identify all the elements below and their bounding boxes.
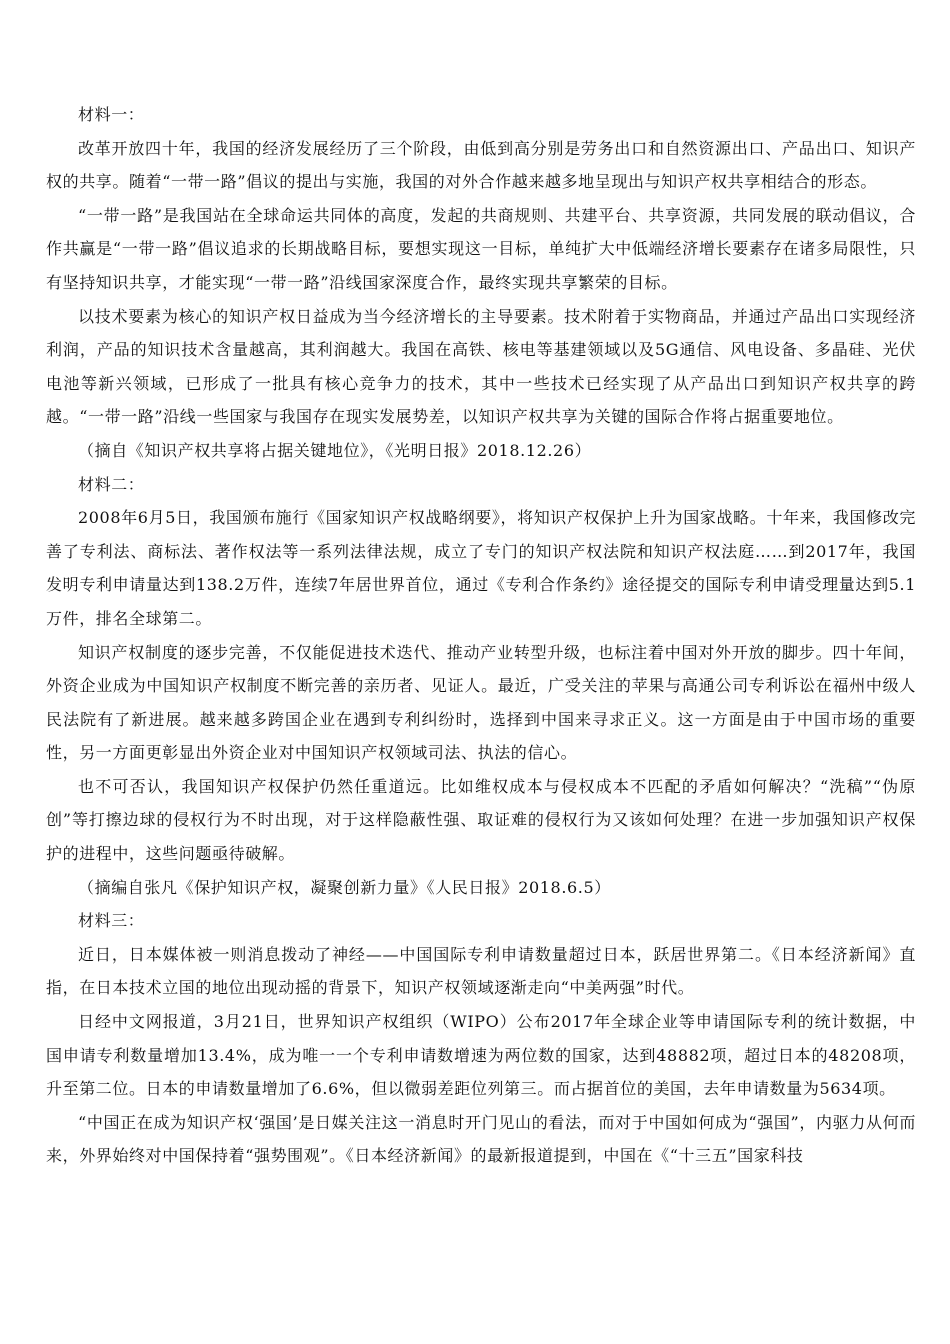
material-one-heading: 材料一： [78, 105, 145, 124]
paragraph: “中国正在成为知识产权‘强国’是日媒关注这一消息时开门见山的看法，而对于中国如何成为“强国”，内驱力从何而来，外界始终对中国保持着“强势围观”。《日本经济新闻》的最新报道提到，中国在《“十三五”国家科技 [46, 1112, 916, 1166]
paragraph: 知识产权制度的逐步完善，不仅能促进技术迭代、推动产业转型升级，也标注着中国对外开放的脚步。四十年间，外资企业成为中国知识产权制度不断完善的亲历者、见证人。最近，广受关注的苹果与高通公司专利诉讼在福州中级人民法院有了新进展。越来越多跨国企业在遇到专利纠纷时，选择到中国来寻求正义。这一方面是由于中国市场的重要性，另一方面更彰显出外资企业对中国知识产权领域司法、执法的信心。 [46, 642, 916, 763]
paragraph: 以技术要素为核心的知识产权日益成为当今经济增长的主导要素。技术附着于实物商品，并通过产品出口实现经济利润，产品的知识技术含量越高，其利润越大。我国在高铁、核电等基建领域以及5G通信、风电设备、多晶硅、光伏电池等新兴领域，已形成了一批具有核心竞争力的技术，其中一些技术已经实现了从产品出口到知识产权共享的跨越。“一带一路”沿线一些国家与我国存在现实发展势差，以知识产权共享为关键的国际合作将占据重要地位。 [46, 306, 916, 427]
paragraph: 改革开放四十年，我国的经济发展经历了三个阶段，由低到高分别是劳务出口和自然资源出口、产品出口、知识产权的共享。随着“一带一路”倡议的提出与实施，我国的对外合作越来越多地呈现出与知识产权共享相结合的形态。 [46, 138, 916, 192]
paragraph: 日经中文网报道，3月21日，世界知识产权组织（WIPO）公布2017年全球企业等申请国际专利的统计数据，中国申请专利数量增加13.4%，成为唯一一个专利申请数增速为两位数的国家，达到48882项，超过日本的48208项，升至第二位。日本的申请数量增加了6.6%，但以微弱差距位列第三。而占据首位的美国，去年申请数量为5634项。 [46, 1012, 916, 1099]
paragraph: 也不可否认，我国知识产权保护仍然任重道远。比如维权成本与侵权成本不匹配的矛盾如何解决？“洗稿”“伪原创”等打擦边球的侵权行为不时出现，对于这样隐蔽性强、取证难的侵权行为又该如何处理？在进一步加强知识产权保护的进程中，这些问题亟待破解。 [46, 776, 916, 864]
paragraph: 近日，日本媒体被一则消息拨动了神经——中国国际专利申请数量超过日本，跃居世界第二。《日本经济新闻》直指，在日本技术立国的地位出现动摇的背景下，知识产权领域逐渐走向“中美两强”时代。 [46, 944, 916, 998]
paragraph: “一带一路”是我国站在全球命运共同体的高度，发起的共商规则、共建平台、共享资源，共同发展的联动倡议，合作共赢是“一带一路”倡议追求的长期战略目标，要想实现这一目标，单纯扩大中低端经济增长要素存在诸多局限性，只有坚持知识共享，才能实现“一带一路”沿线国家深度合作，最终实现共享繁荣的目标。 [46, 205, 916, 292]
paragraph: 2008年6月5日，我国颁布施行《国家知识产权战略纲要》，将知识产权保护上升为国家战略。十年来，我国修改完善了专利法、商标法、著作权法等一系列法律法规，成立了专门的知识产权法院和知识产权法庭……到2017年，我国发明专利申请量达到138.2万件，连续7年居世界首位，通过《专利合作条约》途径提交的国际专利申请受理量达到5.1万件，排名全球第二。 [46, 508, 916, 628]
material-two-heading: 材料二： [78, 474, 145, 494]
source-citation: （摘编自张凡《保护知识产权，凝聚创新力量》《人民日报》2018.6.5） [78, 877, 611, 897]
material-three-heading: 材料三： [78, 911, 145, 931]
source-citation: （摘自《知识产权共享将占据关键地位》，《光明日报》2018.12.26） [78, 440, 592, 460]
